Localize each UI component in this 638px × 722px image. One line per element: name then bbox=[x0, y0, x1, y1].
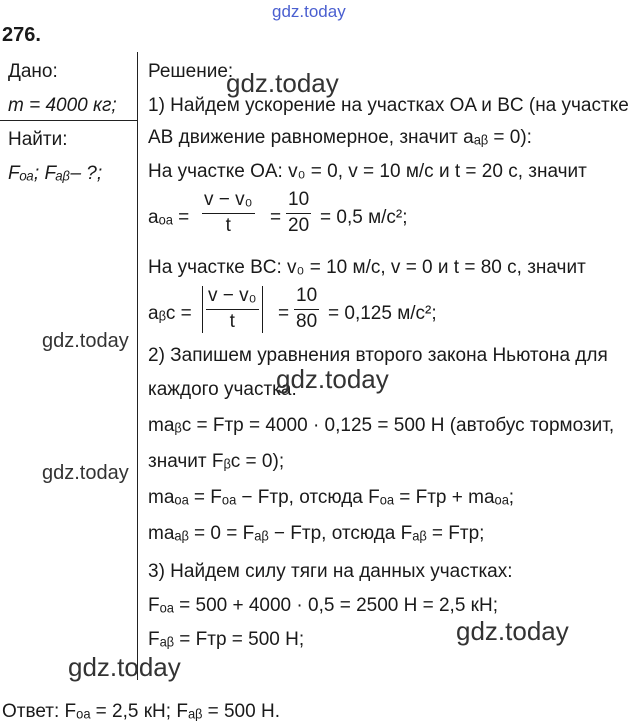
given-mass: m = 4000 кг; bbox=[8, 95, 117, 116]
oa-fraction-values bbox=[286, 190, 311, 237]
oa-fraction bbox=[202, 190, 255, 237]
table-divider-vertical bbox=[137, 52, 138, 680]
answer: Ответ: Fₒₐ = 2,5 кН; Fₐᵦ = 500 Н. bbox=[2, 701, 280, 722]
force-ab: Fₐᵦ = Fтр = 500 Н; bbox=[148, 629, 305, 650]
bc-equals: = bbox=[278, 303, 290, 324]
watermark-top: gdz.today bbox=[272, 2, 346, 21]
oa-fraction-numerator: v − v₀ bbox=[202, 190, 255, 214]
bc-result: = 0,125 м/с²; bbox=[328, 303, 437, 324]
table-divider-horizontal bbox=[0, 120, 137, 121]
bc-fraction-numerator: v − v₀ bbox=[206, 286, 259, 310]
watermark-3: gdz.today bbox=[276, 364, 389, 394]
find-items: Fₒₐ; Fₐᵦ– ?; bbox=[8, 163, 103, 184]
bc-fraction-values bbox=[294, 286, 319, 333]
watermark-1: gdz.today bbox=[226, 68, 339, 98]
watermark-2: gdz.today bbox=[42, 330, 129, 352]
eq-bc-line2: значит Fᵦc = 0); bbox=[148, 451, 285, 472]
bc-fraction-values-denominator: 80 bbox=[296, 310, 318, 332]
eq-ab: maₐᵦ = 0 = Fₐᵦ − Fтр, отсюда Fₐᵦ = Fтр; bbox=[148, 523, 485, 544]
bc-fraction-denominator: t bbox=[229, 310, 235, 332]
bc-fraction-values-numerator: 10 bbox=[294, 286, 319, 310]
oa-result: = 0,5 м/с²; bbox=[320, 207, 408, 228]
oa-fraction-denominator: t bbox=[225, 214, 231, 236]
watermark-5: gdz.today bbox=[456, 616, 569, 646]
step2-line1: 2) Запишем уравнения второго закона Ньютона для bbox=[148, 345, 608, 366]
step2-line2: каждого участка: bbox=[148, 379, 297, 400]
oa-intro: На участке OA: v₀ = 0, v = 10 м/с и t = 20 с, значит bbox=[148, 161, 587, 182]
step1-line1: 1) Найдем ускорение на участках OA и BC (на участке bbox=[148, 95, 629, 116]
problem-number: 276. bbox=[2, 24, 41, 46]
watermark-4: gdz.today bbox=[42, 462, 129, 484]
step3: 3) Найдем силу тяги на данных участках: bbox=[148, 561, 513, 582]
eq-oa: maₒₐ = Fₒₐ − Fтр, отсюда Fₒₐ = Fтр + maₒₐ; bbox=[148, 487, 515, 508]
bc-fraction-abs bbox=[202, 286, 263, 333]
bc-intro: На участке BC: v₀ = 10 м/с, v = 0 и t = 80 с, значит bbox=[148, 257, 586, 278]
eq-bc-line1: maᵦc = Fтр = 4000 · 0,125 = 500 Н (автобус тормозит, bbox=[148, 415, 615, 436]
oa-equals: = bbox=[270, 207, 282, 228]
bc-lhs: aᵦc = bbox=[148, 303, 192, 324]
oa-lhs: aₒₐ = bbox=[148, 207, 190, 228]
force-oa: Fₒₐ = 500 + 4000 · 0,5 = 2500 Н = 2,5 кН; bbox=[148, 595, 498, 616]
given-header: Дано: bbox=[8, 61, 58, 82]
watermark-6: gdz.today bbox=[68, 652, 181, 682]
find-header: Найти: bbox=[8, 129, 68, 150]
step1-line2: AB движение равномерное, значит aₐᵦ = 0): bbox=[148, 127, 532, 148]
oa-fraction-values-numerator: 10 bbox=[286, 190, 311, 214]
solution-header: Решение: bbox=[148, 61, 234, 82]
oa-fraction-values-denominator: 20 bbox=[288, 214, 310, 236]
